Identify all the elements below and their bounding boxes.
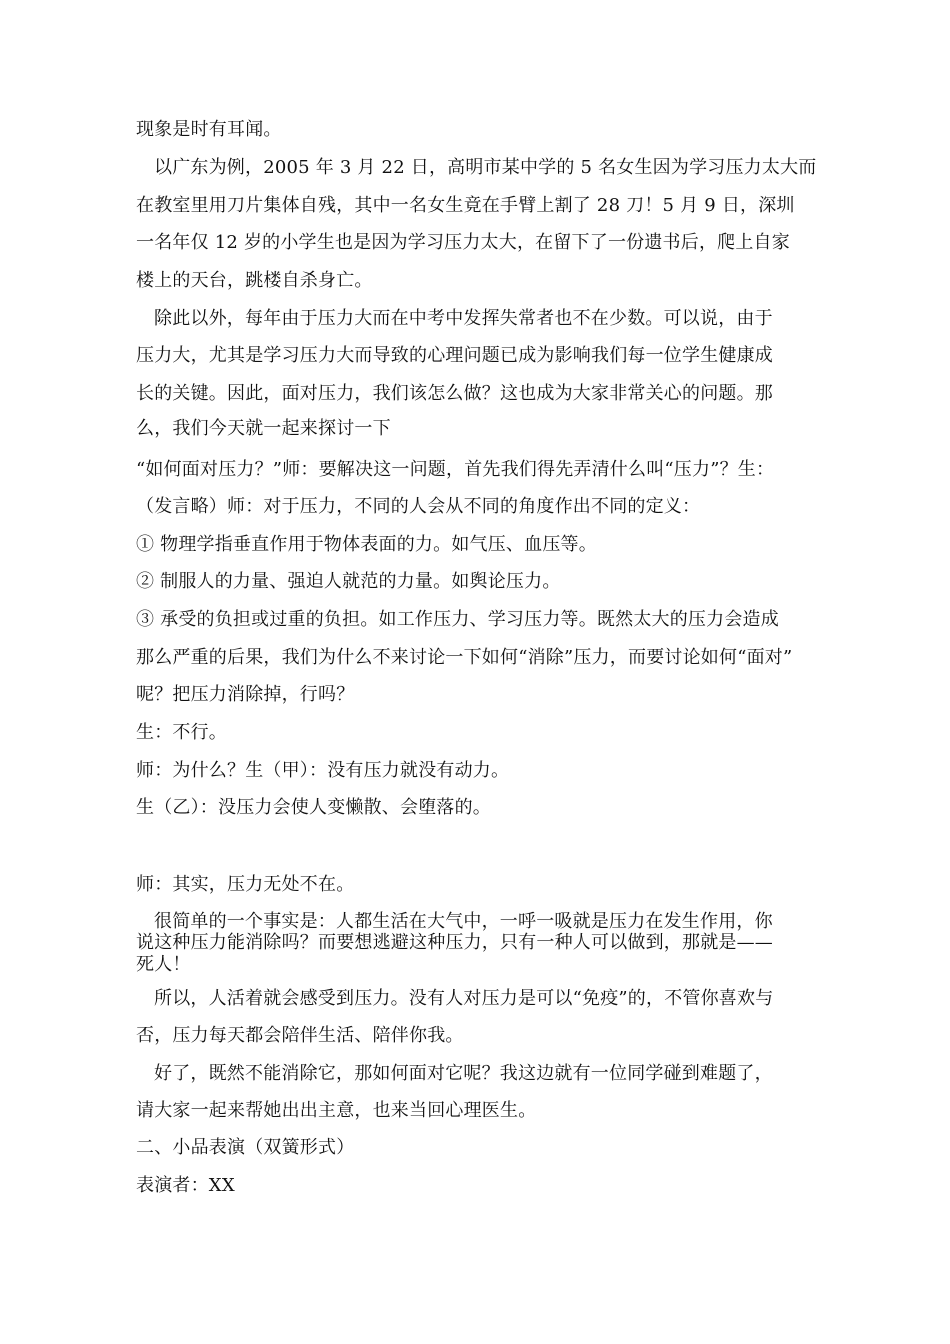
dialogue-line: 生：不行。 bbox=[136, 722, 227, 743]
text-line: （发言略）师：对于压力，不同的人会从不同的角度作出不同的定义： bbox=[136, 496, 701, 517]
text-line: 现象是时有耳闻。 bbox=[136, 119, 282, 140]
text-line: 长的关键。因此，面对压力，我们该怎么做？这也成为大家非常关心的问题。那 bbox=[136, 383, 773, 404]
text-line: 一名年仅 12 岁的小学生也是因为学习压力太大，在留下了一份遗书后，爬上自家 bbox=[136, 232, 790, 253]
paragraph-line: 很简单的一个事实是：人都生活在大气中，一呼一吸就是压力在发生作用，你 bbox=[154, 911, 773, 932]
list-item: ① 物理学指垂直作用于物体表面的力。如气压、血压等。 bbox=[136, 534, 597, 555]
text-line: 说这种压力能消除吗？而要想逃避这种压力，只有一种人可以做到，那就是—— bbox=[136, 932, 773, 953]
text-line: 压力大，尤其是学习压力大而导致的心理问题已成为影响我们每一位学生健康成 bbox=[136, 345, 773, 366]
dialogue-line: 师：为什么？生（甲）：没有压力就没有动力。 bbox=[136, 760, 510, 781]
text-line: “如何面对压力？”师：要解决这一问题，首先我们得先弄清什么叫“压力”？生： bbox=[136, 459, 775, 480]
paragraph-line: 所以，人活着就会感受到压力。没有人对压力是可以“免疫”的，不管你喜欢与 bbox=[154, 988, 774, 1009]
performer-line: 表演者：XX bbox=[136, 1175, 235, 1196]
paragraph-line: 好了，既然不能消除它，那如何面对它呢？我这边就有一位同学碰到难题了， bbox=[154, 1063, 773, 1084]
text-line: 楼上的天台，跳楼自杀身亡。 bbox=[136, 270, 373, 291]
paragraph-line: 除此以外，每年由于压力大而在中考中发挥失常者也不在少数。可以说，由于 bbox=[154, 308, 773, 329]
paragraph-line: 以广东为例，2005 年 3 月 22 日，高明市某中学的 5 名女生因为学习压力太大而 bbox=[154, 157, 817, 178]
text-line: 呢？把压力消除掉，行吗？ bbox=[136, 684, 355, 705]
section-heading: 二、小品表演（双簧形式） bbox=[136, 1137, 355, 1158]
text-line: 请大家一起来帮她出出主意，也来当回心理医生。 bbox=[136, 1100, 537, 1121]
list-item: ③ 承受的负担或过重的负担。如工作压力、学习压力等。既然太大的压力会造成 bbox=[136, 609, 779, 630]
dialogue-line: 生（乙）：没压力会使人变懒散、会堕落的。 bbox=[136, 797, 491, 818]
text-line: 否，压力每天都会陪伴生活、陪伴你我。 bbox=[136, 1025, 464, 1046]
list-item: ② 制服人的力量、强迫人就范的力量。如舆论压力。 bbox=[136, 571, 561, 592]
text-line: 么，我们今天就一起来探讨一下 bbox=[136, 418, 391, 439]
text-line: 在教室里用刀片集体自残，其中一名女生竟在手臂上割了 28 刀！5 月 9 日，深圳 bbox=[136, 195, 795, 216]
dialogue-line: 师：其实，压力无处不在。 bbox=[136, 874, 355, 895]
text-line: 那么严重的后果，我们为什么不来讨论一下如何“消除”压力，而要讨论如何“面对” bbox=[136, 647, 793, 668]
text-line: 死人！ bbox=[136, 954, 191, 975]
